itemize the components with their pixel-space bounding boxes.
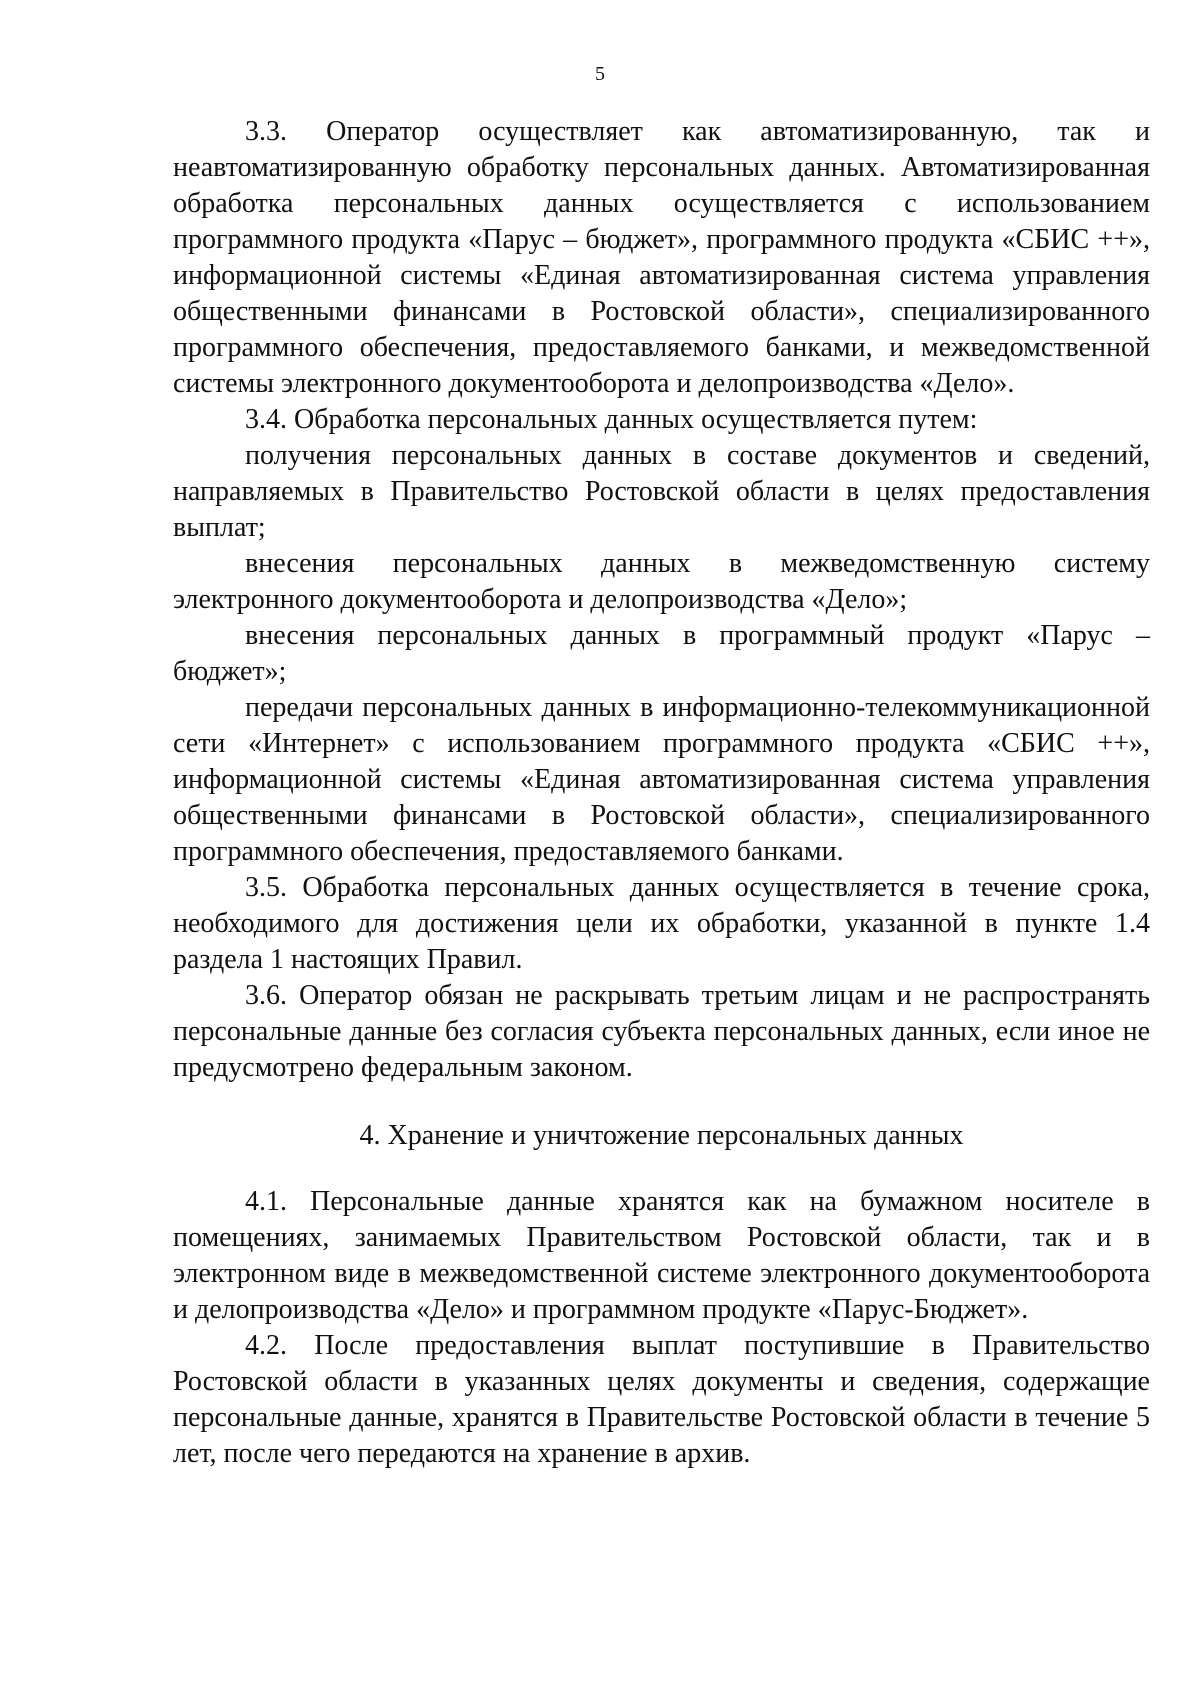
- paragraph-4-1: 4.1. Персональные данные хранятся как на бумажном носителе в помещениях, занимаемых Правительством Ростовской области, так и в электронном виде в межведомственной системе электронного документооборота и делопроизводства «Дело» и программном продукте «Парус-Бюджет».: [173, 1186, 1150, 1325]
- paragraph-3-3: 3.3. Оператор осуществляет как автоматизированную, так и неавтоматизированную обработку персональных данных. Автоматизированная обработка персональных данных осуществляется с использованием программного продукта «Парус – бюджет», программного продукта «СБИС ++», информационной системы «Единая автоматизированная система управления общественными финансами в Ростовской области», специализированного программного обеспечения, предоставляемого банками, и межведомственной системы электронного документооборота и делопроизводства «Дело».: [173, 116, 1150, 399]
- list-item-entering-delo: внесения персональных данных в межведомственную систему электронного документооборота и делопроизводства «Дело»;: [173, 548, 1150, 615]
- page-number: 5: [595, 63, 605, 85]
- list-item-transfer-internet: передачи персональных данных в информационно-телекоммуникационной сети «Интернет» с использованием программного продукта «СБИС ++», информационной системы «Единая автоматизированная система управления общественными финансами в Ростовской области», специализированного программного обеспечения, предоставляемого банками.: [173, 692, 1150, 867]
- paragraph-3-5: 3.5. Обработка персональных данных осуществляется в течение срока, необходимого для достижения цели их обработки, указанной в пункте 1.4 раздела 1 настоящих Правил.: [173, 872, 1150, 975]
- list-item-receiving-data: получения персональных данных в составе документов и сведений, направляемых в Правительство Ростовской области в целях предоставления выплат;: [173, 440, 1150, 543]
- paragraph-4-2: 4.2. После предоставления выплат поступившие в Правительство Ростовской области в указанных целях документы и сведения, содержащие персональные данные, хранятся в Правительстве Ростовской области в течение 5 лет, после чего передаются на хранение в архив.: [173, 1330, 1150, 1469]
- paragraph-3-4: 3.4. Обработка персональных данных осуществляется путем:: [245, 404, 978, 435]
- document-body: [173, 114, 1150, 1472]
- section-4-heading: 4. Хранение и уничтожение персональных данных: [359, 1120, 964, 1151]
- list-item-entering-parus: внесения персональных данных в программный продукт «Парус – бюджет»;: [173, 620, 1150, 687]
- paragraph-3-6: 3.6. Оператор обязан не раскрывать третьим лицам и не распространять персональные данные без согласия субъекта персональных данных, если иное не предусмотрено федеральным законом.: [173, 980, 1150, 1083]
